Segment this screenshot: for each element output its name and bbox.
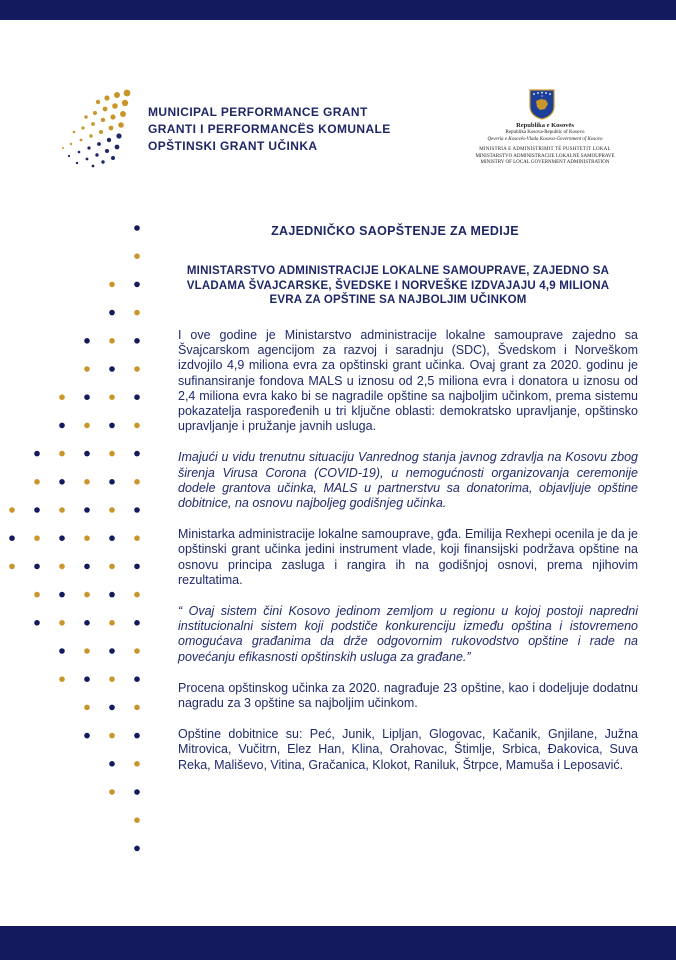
decor-dot bbox=[134, 592, 140, 598]
decor-dot bbox=[134, 535, 140, 541]
decor-dot bbox=[109, 789, 115, 795]
decor-dot bbox=[59, 648, 65, 654]
grant-name-block bbox=[148, 104, 391, 155]
paragraph-quote: “ Ovaj sistem čini Kosovo jedinom zemljom u regionu u kojoj postoji napredni institucionalni sistem koji podstiče konkurenciju između opština i istovremeno omogućava građanima da drže odgovornim rukovodstvo opštine i rade na povećanju efikasnosti opštinskih usluga za građane.” bbox=[178, 604, 638, 664]
decor-dot bbox=[109, 648, 115, 654]
paragraph-winners: Opštine dobitnice su: Peć, Junik, Lipljan, Glogovac, Kačanik, Gnjilane, Južna Mitrovica, Vučitrn, Elez Han, Klina, Orahovac, Štimlje, Srbica, Đakovica, Suva Reka, Mališevo, Vitina, Gračanica, Klokot, Raniluk, Štrpce, Mamuša i Leposavić. bbox=[178, 727, 638, 772]
decor-dot bbox=[59, 620, 65, 626]
decor-dot bbox=[109, 394, 115, 400]
decor-dot bbox=[84, 705, 90, 711]
decor-dot bbox=[34, 592, 40, 598]
decor-dot bbox=[59, 423, 65, 429]
grant-name-sr: OPŠTINSKI GRANT UČINKA bbox=[148, 139, 318, 153]
decor-dot bbox=[134, 225, 140, 231]
grant-logo-icon bbox=[55, 85, 140, 170]
decor-dot bbox=[34, 451, 40, 457]
decor-dot bbox=[109, 507, 115, 513]
decor-dot bbox=[134, 648, 140, 654]
decor-dot bbox=[134, 705, 140, 711]
paragraph-assessment: Procena opštinskog učinka za 2020. nagrađuje 23 opštine, kao i dodeljuje dodatnu nagradu za 3 opštine sa najboljim učinkom. bbox=[178, 680, 638, 711]
decor-dot bbox=[134, 676, 140, 682]
decor-dot bbox=[84, 648, 90, 654]
decor-dot bbox=[84, 592, 90, 598]
decor-dot bbox=[134, 620, 140, 626]
decor-dot bbox=[59, 507, 65, 513]
decor-dot bbox=[134, 789, 140, 795]
decor-dot bbox=[59, 451, 65, 457]
decor-dot bbox=[34, 479, 40, 485]
grant-name-sq: GRANTI I PERFORMANCËS KOMUNALE bbox=[148, 122, 391, 136]
decor-dot bbox=[59, 592, 65, 598]
page-title: ZAJEDNIČKO SAOPŠTENJE ZA MEDIJE bbox=[271, 224, 519, 238]
decor-dot bbox=[134, 394, 140, 400]
decor-dot bbox=[134, 282, 140, 288]
decor-dot bbox=[109, 761, 115, 767]
decor-dot bbox=[134, 507, 140, 513]
decor-dot bbox=[134, 564, 140, 570]
decor-dot bbox=[134, 846, 140, 852]
paragraph-covid: Imajući u vidu trenutnu situaciju Vanrednog stanja javnog zdravlja na Kosovu zbog širenja Virusa Corona (COVID-19), u nemogućnosti organizovanja ceremonije dodele grantova učinka, MALS u partnerstvu sa donatorima, objavljuje opštine dobitnice, na osnovu najboljeg godišnjeg učinka. bbox=[178, 450, 638, 511]
kosovo-emblem-icon bbox=[528, 88, 556, 120]
decor-dot bbox=[59, 479, 65, 485]
decor-dot bbox=[84, 366, 90, 372]
decor-dot bbox=[134, 338, 140, 344]
decor-dot bbox=[84, 733, 90, 739]
republic-name: Republika e Kosovës bbox=[516, 122, 574, 129]
decor-dot bbox=[134, 817, 140, 823]
subtitle-line: MINISTARSTVO ADMINISTRACIJE LOKALNE SAMOUPRAVE, ZAJEDNO SA bbox=[186, 265, 610, 277]
decor-dot bbox=[134, 479, 140, 485]
decor-dot bbox=[109, 479, 115, 485]
top-band bbox=[0, 0, 676, 20]
decor-dot bbox=[84, 394, 90, 400]
decor-dot bbox=[34, 535, 40, 541]
decor-dot bbox=[59, 676, 65, 682]
decor-dot bbox=[59, 564, 65, 570]
decor-dot bbox=[84, 479, 90, 485]
paragraph-intro: I ove godine je Ministarstvo administracije lokalne samouprave zajedno sa Švajcarskom agencijom za razvoj i saradnju (SDC), Švedskom i Norveškom izdvojilo 4,9 miliona evra za opštinski grant učinka. Ovaj grant za 2020. godinu je sufinansiranje fondova MALS u iznosu od 2,5 miliona evra i donatora u iznosu od 2,4 miliona evra kako bi se nagradile opštine sa najboljim učinkom, prema sistemu pokazatelja raspoređenih u tri ključne oblasti: demokratsko upravljanje, opštinsko upravljanje i pružanje javnih usluga. bbox=[178, 328, 638, 434]
decor-dot bbox=[109, 423, 115, 429]
decor-dot bbox=[59, 394, 65, 400]
ministry-name-sr: MINISTARSTVO ADMINISTRACIJE LOKALNE SAMOUPRAVE bbox=[475, 153, 615, 159]
decor-dot bbox=[134, 423, 140, 429]
decor-dot bbox=[84, 507, 90, 513]
decor-dot bbox=[109, 366, 115, 372]
decor-dot bbox=[134, 366, 140, 372]
decor-dot bbox=[84, 564, 90, 570]
decor-dot bbox=[84, 423, 90, 429]
decor-dot bbox=[59, 535, 65, 541]
decor-dot bbox=[134, 761, 140, 767]
decor-dot bbox=[109, 564, 115, 570]
decor-dot bbox=[84, 451, 90, 457]
decor-dot bbox=[109, 705, 115, 711]
decor-dot bbox=[109, 592, 115, 598]
decor-dot bbox=[84, 535, 90, 541]
decor-dot bbox=[84, 676, 90, 682]
decor-dot bbox=[34, 507, 40, 513]
decor-dot bbox=[109, 282, 115, 288]
press-subtitle bbox=[172, 264, 624, 308]
decor-dot bbox=[109, 338, 115, 344]
decor-dot bbox=[109, 620, 115, 626]
decor-dot bbox=[109, 535, 115, 541]
government-line: Qeveria e Kosovës-Vlada Kosova-Government of Kosovo bbox=[487, 136, 603, 142]
decor-dot bbox=[134, 310, 140, 316]
decor-dot bbox=[9, 535, 15, 541]
decor-dot bbox=[84, 620, 90, 626]
subtitle-line: VLADAMA ŠVAJCARSKE, ŠVEDSKE I NORVEŠKE IZDVAJAJU 4,9 MILIONA bbox=[186, 279, 610, 292]
subtitle-line: EVRA ZA OPŠTINE SA NAJBOLJIM UČINKOM bbox=[269, 294, 527, 306]
decor-dot bbox=[134, 451, 140, 457]
paragraph-minister: Ministarka administracije lokalne samouprave, gđa. Emilija Rexhepi ocenila je da je opštinski grant učinka jedini instrument vlade, koji finansijski podržava opštine na osnovu principa zasluga i rangira ih na godišnjoj osnovi, prema njihovim rezultatima. bbox=[178, 527, 638, 587]
decor-dot bbox=[109, 451, 115, 457]
decor-dot bbox=[109, 676, 115, 682]
bottom-band bbox=[0, 926, 676, 960]
decor-dot bbox=[9, 507, 15, 513]
decor-dot bbox=[84, 338, 90, 344]
decor-dot bbox=[109, 733, 115, 739]
decor-dot bbox=[134, 733, 140, 739]
decor-dot bbox=[34, 564, 40, 570]
grant-name-en: MUNICIPAL PERFORMANCE GRANT bbox=[148, 105, 368, 119]
ministry-name-sq: MINISTRIA E ADMINISTRIMIT TË PUSHTETIT LOKAL bbox=[479, 147, 611, 152]
decor-dot bbox=[134, 253, 140, 259]
decor-dot bbox=[109, 310, 115, 316]
decor-dot bbox=[34, 620, 40, 626]
republic-subline: Republika Kosova-Republic of Kosovo bbox=[505, 130, 585, 135]
ministry-name-en: MINISTRY OF LOCAL GOVERNMENT ADMINISTRATION bbox=[480, 160, 610, 165]
ministry-block bbox=[450, 122, 640, 167]
decor-dot bbox=[9, 564, 15, 570]
press-body bbox=[178, 328, 638, 789]
